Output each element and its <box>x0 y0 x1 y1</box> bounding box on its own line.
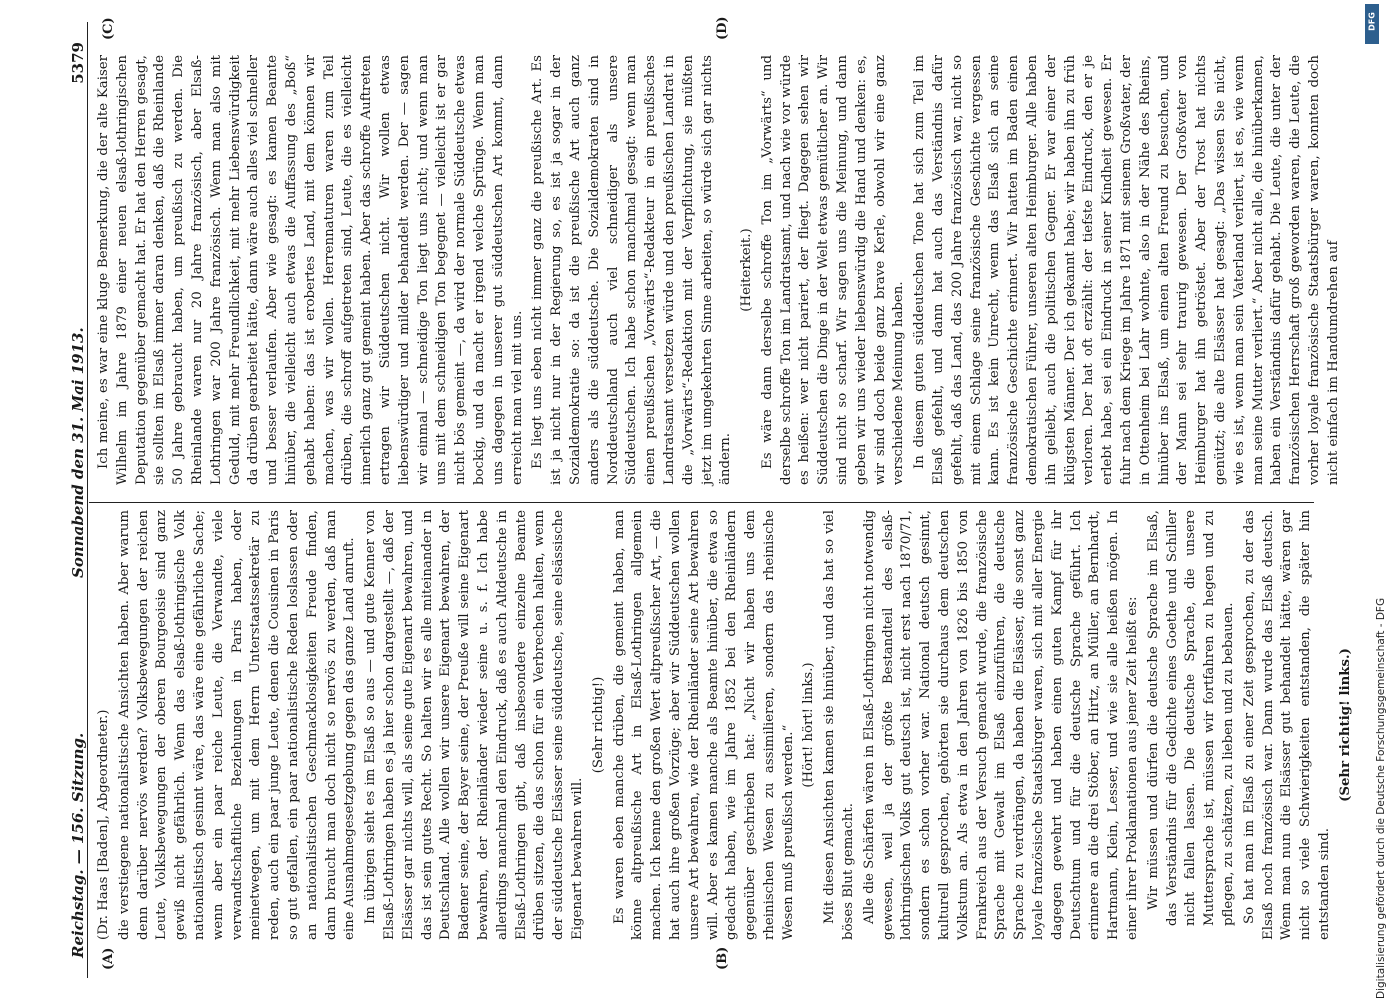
speaker-note: (Dr. Haas [Baden], Abgeordneter.) <box>96 709 111 940</box>
column-divider <box>89 502 1314 503</box>
header-date: Sonnabend den 31. Mai 1913. <box>69 327 87 578</box>
header-left: Reichstag. — 156. Sitzung. <box>69 732 87 958</box>
rotated-page <box>25 0 1353 1000</box>
paragraph: die verstiegene nationalistische Ansichten haben. Aber warum denn darüber nervös werden? Volksbewegungen der reichen Leute, Volksbewegungen der oberen Bourgeoisie sind ganz gewiß nicht gefährlich. Wenn das elsaß-lothringische Volk nationalistisch gesinnt wäre, das wäre eine gefährliche Sache; wenn aber ein paar reiche Leute, die Verwandte, viele verwandtschaftliche Beziehungen in Paris haben, oder meinetwegen, um mit dem Herrn Unterstaatssekretär zu reden, auch ein paar junge Leute, denen die Cousinen in Paris so gut gefallen, ein paar nationalistische Reden loslassen oder an nationalistischen Geschmacklosigkeiten Freude finden, dann braucht man doch nicht so nervös zu werden, daß man eine Ausnahmegesetzgebung gegen das ganze Land anruft. <box>116 510 358 940</box>
dfg-logo-text: DFG <box>1367 12 1377 31</box>
digitization-attribution: Digitalisierung gefördert durch die Deutsche Forschungsgemeinschaft - DFG <box>1375 597 1387 999</box>
left-column <box>95 510 1358 940</box>
marker-c: (C) <box>101 17 116 40</box>
marker-b: (B) <box>715 946 730 970</box>
paragraph: So hat man im Elsaß zu einer Zeit gesprochen, zu der das Elsaß noch französisch war. Dann wurde das Elsaß deutsch. Wenn man nun die Elsässer gut behandelt hätte, wären gar nicht so viele Schwierigkeiten entstanden, die später hin entstanden sind. <box>1241 510 1332 940</box>
paragraph: In diesem guten süddeutschen Tone hat sich zum Teil im Elsaß gefehlt, und dann hat auch das Verständnis dafür gefehlt, daß das Land, das 200 Jahre französisch war, nicht so mit einem Schlage seine französische Geschichte vergessen kann. Es ist kein Unrecht, wenn das Elsaß sich an seine französische Geschichte erinnert. Wir hatten im Baden einen demokratischen Führer, unseren alten Heimburger. Alle haben ihn geliebt, auch die politischen Gegner. Er war einer der klügsten Männer. Der ich gekannt habe; wir haben ihn zu früh verloren. Der hat oft erzählt: der tiefste Eindruck, den er je erlebt habe, sei ein Eindruck in seiner Kindheit gewesen. Er fuhr nach dem Kriege im Jahre 1871 mit seinem Großvater, der in Ottenheim bei Lahr wohnte, also in der Nähe des Rheins, hinüber ins Elsaß, um einen alten Freund zu besuchen, und der Mann sei sehr traurig gewesen. Der Großvater von Heimburger hat ihn getröstet. Aber der Trost hat nichts genützt; die alte Elsässer hat gesagt: „Das wissen Sie nicht, wie es ist, wenn man sein Vaterland verliert, ist es, wie wenn man seine Mutter verliert.“ Aber nicht alle, die hinüberkamen, haben ein Verständnis dafür gehabt. Die Leute, die unter der französischen Herrschaft groß geworden waren, die Leute, die vorher loyale französische Staatsbürger waren, konnten doch nicht einfach im Handumdrehen auf <box>912 55 1341 485</box>
reaction: (Hört! hört! links.) <box>801 662 817 788</box>
paragraph: Mit diesen Ansichten kamen sie hinüber, und das hat so viel böses Blut gemacht. <box>822 510 857 940</box>
paragraph: Alle die Schärfen wären in Elsaß-Lothringen nicht notwendig gewesen, weil ja der größte Bestandteil des elsaß-lothringischen Volks gut deutsch ist, nicht erst nach 1870/71, sondern es schon vorher war. National deutsch gesinnt, kulturell gesprochen, gehörten sie durchaus dem deutschen Volkstum an. Als etwa in den Jahren von 1826 bis 1850 von Frankreich aus der Versuch gemacht wurde, die französische Sprache mit Gewalt im Elsaß einzuführen, die deutsche Sprache zu verdrängen, da haben die Elsässer, die sonst ganz loyale französische Staatsbürger waren, sich mit aller Energie dagegen gewehrt und haben einen guten Kampf für ihr Deutschtum und für die deutsche Sprache geführt. Ich erinnere an die drei Stöber, an Hirtz, an Müller, an Bernhardt, Hartmann, Klein, Lesser, und wie sie alle heißen mögen. In einer ihrer Proklamationen aus jener Zeit heißt es: <box>861 510 1141 940</box>
reaction: (Heiterkeit.) <box>739 228 755 312</box>
quotation: Wir müssen und dürfen die deutsche Sprache im Elsaß, das Verständnis für die Gedichte eines Goethe und Schiller nicht fallen lassen. Die deutsche Sprache, die unsere Muttersprache ist, müssen wir fortfahren zu hegen und zu pflegen, zu schätzen, zu lieben und zu bebauen. <box>1145 510 1237 926</box>
paragraph: Es liegt uns eben nicht immer ganz die preußische Art. Es ist ja nicht nur in der Regierung so, es ist ja sogar in der Sozialdemokratie so: da ist die preußische Art auch ganz anders als die süddeutsche. Die Sozialdemokraten sind in Norddeutschland auch viel schneidiger als unsere Süddeutschen. Ich habe schon manchmal gesagt: wenn man einen preußischen „Vorwärts“-Redakteur in ein preußisches Landratsamt versetzen würde und den preußischen Landrat in die „Vorwärts“-Redaktion mit der Verpflichtung, sie müßten jetzt im umgekehrten Sinne arbeiten, so würde sich gar nichts ändern. <box>530 55 734 485</box>
page-number: 5379 <box>69 42 87 84</box>
reaction: (Sehr richtig! links.) <box>1337 648 1353 802</box>
paragraph: Ich meine, es war eine kluge Bemerkung, die der alte Kaiser Wilhelm im Jahre 1879 einer neuen elsaß-lothringischen Deputation gegenüber gemacht hat. Er hat den Herren gesagt, sie sollten im Elsaß immer daran denken, daß die Rheinlande 50 Jahre gebraucht haben, um preußisch zu werden. Die Rheinlande waren nur 20 Jahre französisch, aber Elsaß-Lothringen war 200 Jahre französisch. Wenn man also mit Geduld, mit mehr Freundlichkeit, mit mehr Liebenswürdigkeit da drüben gearbeitet hätte, dann wäre auch alles viel schneller und besser verlaufen. Aber wie gesagt: es kamen Beamte hinüber, die vielleicht auch etwas die Auffassung des „Boß“ gehabt haben: das ist erobertes Land, mit dem können wir machen, was wir wollen. Herrennaturen waren zum Teil drüben, die schroff aufgetreten sind, Leute, die es vielleicht innerlich ganz gut gemeint haben. Aber das schroffe Auftreten ertragen wir Süddeutschen nicht. Wir wollen etwas liebenswürdiger und milder behandelt werden. Der — sagen wir einmal — schneidige Ton liegt uns nicht; und wenn man uns mit dem schneidigen Ton begegnet — vielleicht ist er gar nicht bös gemeint —, da wird der normale Süddeutsche etwas bockig, und da macht er irgend welche Sprünge. Wenn man uns dagegen in unserer gut süddeutschen Art kommt, dann erreicht man viel mit uns. <box>96 55 525 485</box>
right-column <box>95 55 1346 485</box>
marker-d: (D) <box>715 16 730 40</box>
paragraph: Es wäre dann derselbe schroffe Ton im „Vorwärts“ und derselbe schroffe Ton im Landratsamt, und nach wie vor würde es heißen: wer nicht pariert, der fliegt. Dagegen sehen wir Süddeutschen die Dinge in der Welt etwas gemütlicher an. Wir sind nicht so scharf. Wir sagen uns die Meinung, und dann geben wir uns wieder liebenswürdig die Hand und denken: es, wir sind doch beide ganz brave Kerle, obwohl wir eine ganz verschiedene Meinung haben. <box>759 55 907 485</box>
reaction: (Sehr richtig!) <box>590 676 606 774</box>
paragraph: Im übrigen sieht es im Elsaß so aus — und gute Kenner von Elsaß-Lothringen haben es ja hier schon dargestellt —, daß der Elsässer gar nichts will, als seine gute Eigenart bewahren, und das ist sein gutes Recht. So halten wir es alle miteinander in Deutschland. Alle wollen wir unsere Eigenart bewahren, der Badener seine, der Bayer seine, der Preuße will seine Eigenart bewahren, der Rheinländer wieder seine u. s. f. Ich habe allerdings manchmal den Eindruck, daß es auch Altdeutsche in Elsaß-Lothringen gibt, daß insbesondere einzelne Beamte drüben sitzen, die das schon für ein Verbrechen halten, wenn der süddeutsche Elsässer seine süddeutsche, seine elsässische Eigenart bewahren will. <box>363 510 585 940</box>
header-rule <box>87 22 88 978</box>
paragraph: Es waren eben manche drüben, die gemeint haben, man könne altpreußische Art in Elsaß-Lothringen allgemein machen. Ich kenne den großen Wert altpreußischer Art, — die hat auch ihre großen Vorzüge; aber wir Süddeutschen wollen unsere Art bewahren, wie der Rheinländer seine Art bewahren will. Aber es kamen manche als Beamte hinüber, die etwa so gedacht haben, wie im Jahre 1852 bei den Rheinländern gegenüber geschrieben hat: „Nicht wir haben uns dem rheinischen Wesen zu assimilieren, sondern das rheinische Wesen muß preußisch werden.“ <box>611 510 796 940</box>
marker-a: (A) <box>101 947 116 970</box>
